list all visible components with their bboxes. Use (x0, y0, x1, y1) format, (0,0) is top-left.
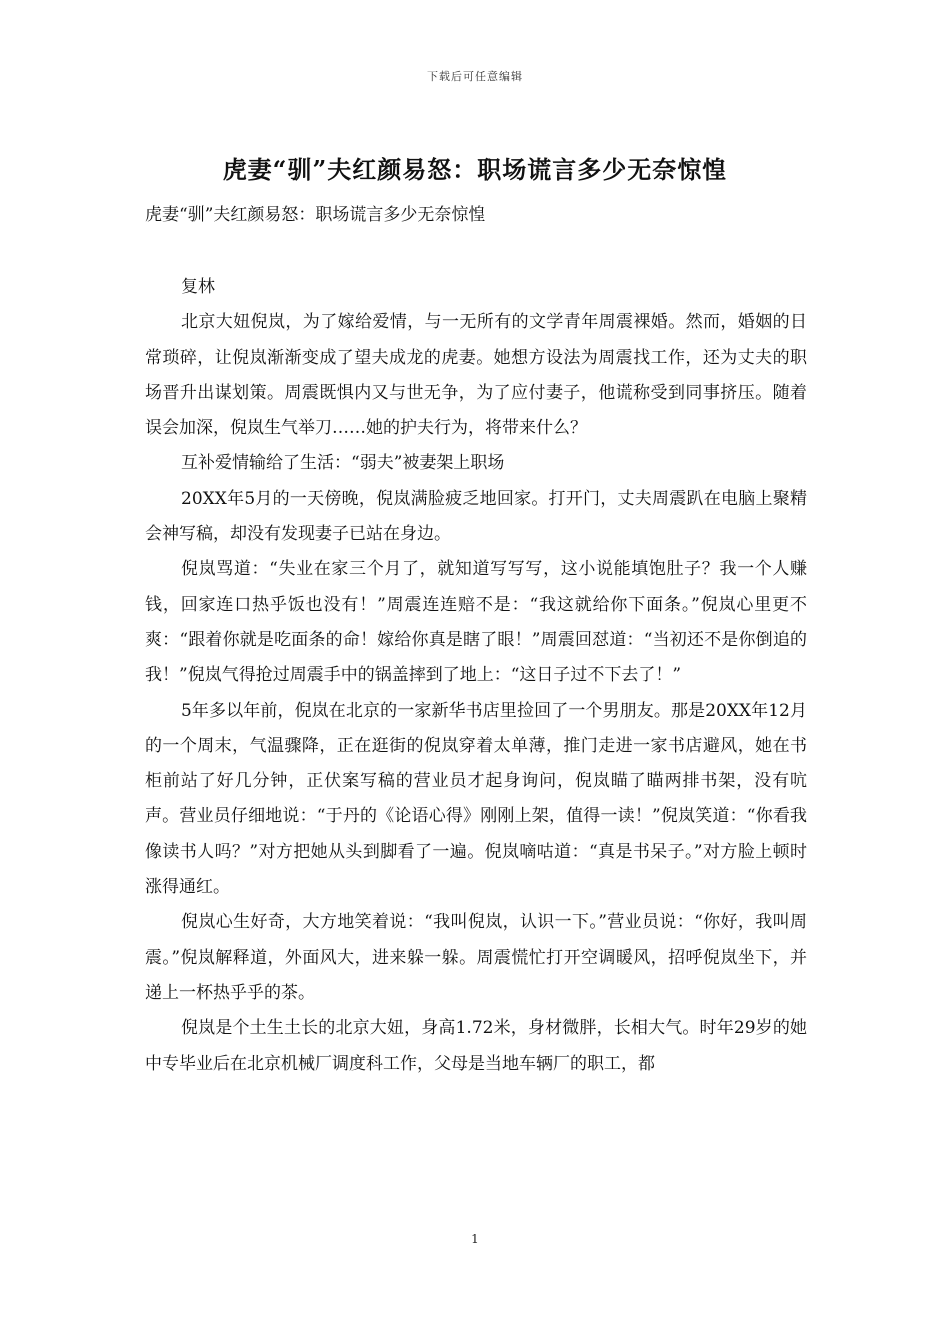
article-body (145, 270, 807, 1082)
document-subtitle: 虎妻“驯”夫红颜易怒：职场谎言多少无奈惊惶 (145, 205, 486, 225)
paragraph: 北京大妞倪岚，为了嫁给爱情，与一无所有的文学青年周震裸婚。然而，婚姻的日常琐碎，让倪岚渐渐变成了望夫成龙的虎妻。她想方设法为周震找工作，还为丈夫的职场晋升出谋划策。周震既惧内又与世无争，为了应付妻子，他谎称受到同事挤压。随着误会加深，倪岚生气举刀……她的护夫行为，将带来什么？ (145, 312, 807, 439)
paragraph: 倪岚心生好奇，大方地笑着说：“我叫倪岚，认识一下。”营业员说：“你好，我叫周震。”倪岚解释道，外面风大，进来躲一躲。周震慌忙打开空调暖风，招呼倪岚坐下，并递上一杯热乎乎的茶。 (145, 912, 807, 1003)
paragraph: 倪岚是个土生土长的北京大妞，身高1.72米，身材微胖，长相大气。时年29岁的她中专毕业后在北京机械厂调度科工作，父母是当地车辆厂的职工，都 (145, 1018, 807, 1074)
page-number: 1 (471, 1232, 479, 1246)
paragraph: 5年多以年前，倪岚在北京的一家新华书店里捡回了一个男朋友。那是20XX年12月的一个周末，气温骤降，正在逛街的倪岚穿着太单薄，推门走进一家书店避风，她在书柜前站了好几分钟，正伏案写稿的营业员才起身询问，倪岚瞄了瞄两排书架，没有吭声。营业员仔细地说：“于丹的《论语心得》刚刚上架，值得一读！”倪岚笑道：“你看我像读书人吗？”对方把她从头到脚看了一遍。倪岚嘀咕道：“真是书呆子。”对方脸上顿时涨得通红。 (145, 700, 807, 898)
paragraph: 20XX年5月的一天傍晚，倪岚满脸疲乏地回家。打开门，丈夫周震趴在电脑上聚精会神写稿，却没有发现妻子已站在身边。 (145, 488, 807, 545)
section-heading: 互补爱情输给了生活：“弱夫”被妻架上职场 (181, 453, 505, 474)
page-header-note: 下载后可任意编辑 (427, 70, 523, 83)
document-title: 虎妻“驯”夫红颜易怒：职场谎言多少无奈惊惶 (222, 155, 728, 184)
paragraph: 倪岚骂道：“失业在家三个月了，就知道写写写，这小说能填饱肚子？我一个人赚钱，回家连口热乎饭也没有！”周震连连赔不是：“我这就给你下面条。”倪岚心里更不爽：“跟着你就是吃面条的命！嫁给你真是瞎了眼！”周震回怼道：“当初还不是你倒追的我！”倪岚气得抢过周震手中的锅盖摔到了地上：“这日子过不下去了！” (145, 559, 807, 686)
author-line: 复林 (181, 277, 215, 297)
